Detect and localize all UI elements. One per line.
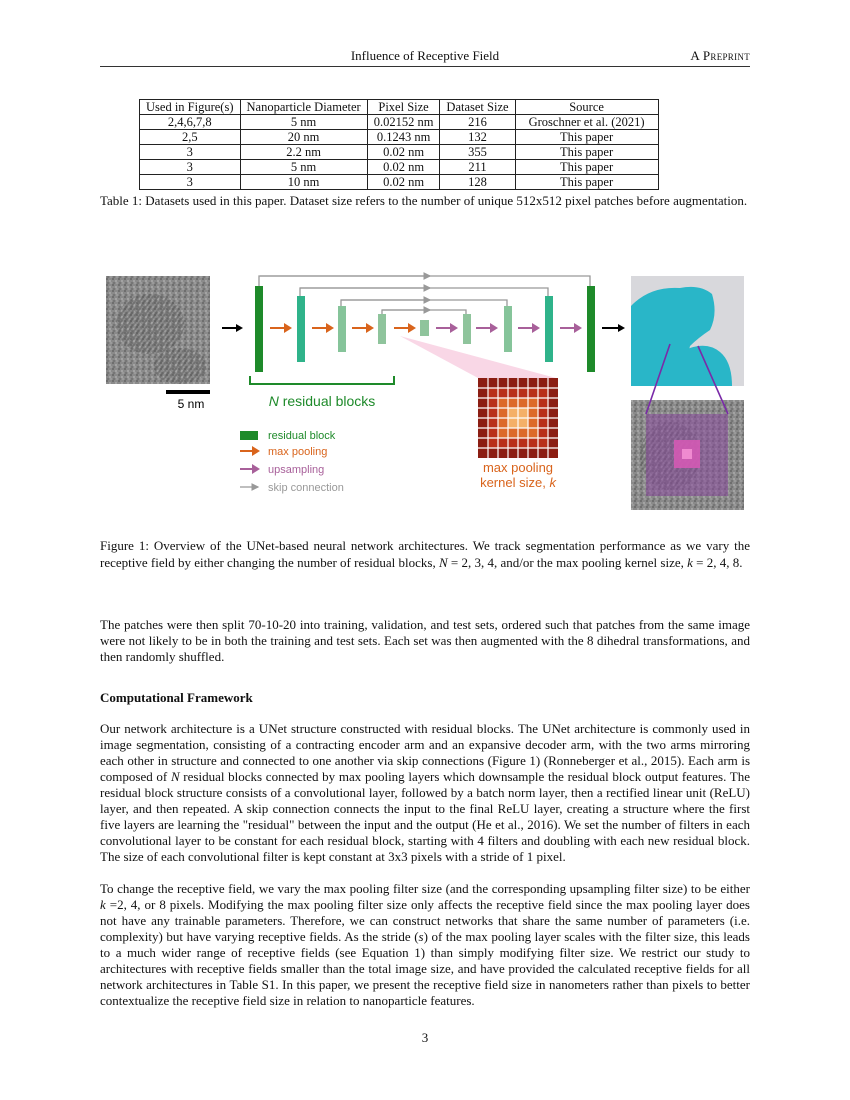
residual-block (463, 314, 471, 344)
paragraph-architecture (100, 721, 750, 865)
table-caption: Table 1: Datasets used in this paper. Dataset size refers to the number of unique 512x512 pixel patches before augmentation. (100, 193, 748, 208)
table-header-cell: Used in Figure(s) (140, 100, 241, 115)
kernel-label-line2 (480, 475, 557, 490)
running-header (100, 48, 750, 67)
table-header-cell: Dataset Size (440, 100, 515, 115)
paragraph-text: To change the receptive field, we vary the max pooling filter size (and the corresponding upsampling filter size) to be either (100, 881, 750, 896)
table-cell: 128 (440, 175, 515, 190)
residual-block (587, 286, 595, 372)
table-cell: 0.02152 nm (367, 115, 440, 130)
residual-block (255, 286, 263, 372)
table-cell: 0.02 nm (367, 175, 440, 190)
paragraph-text: residual blocks connected by max pooling layers which downsample the residual block output features. The residual block structure consists of a convolutional layer, followed by a batch norm layer, then a rectified linear unit (ReLU) layer, and then repeated. A skip connection connects the input to the final ReLU layer, creating a structure where the first five layers are learning the "residual" between the input and the output (He et al., 2016). We set the number of filters in each convolutional layer to be constant for each residual block, starting with 4 filters and doubling with each new residual block. The size of each convolutional filter is kept constant at 3x3 pixels with a stride of 1 pixel. (100, 769, 750, 864)
legend-maxpool-swatch (240, 446, 260, 456)
table-cell: 355 (440, 145, 515, 160)
paragraph-data-split: The patches were then split 70-10-20 into training, validation, and test sets, ordered such that patches from the same image were not likely to be in both the training and test sets. Each set was then augmented with the 8 dihedral transformations, and then randomly shuffled. (100, 617, 750, 664)
residual-blocks-brace (250, 376, 394, 384)
table-cell: 2,5 (140, 130, 241, 145)
legend-upsample-label: upsampling (268, 464, 325, 476)
header-title: Influence of Receptive Field (350, 48, 500, 63)
legend-residual-swatch (240, 431, 258, 440)
table-cell: 5 nm (240, 160, 367, 175)
paragraph-math-s: s (418, 929, 424, 944)
kernel-label-k: k (549, 475, 556, 490)
receptive-field-overlay (631, 400, 744, 510)
paragraph-text: =2, 4, or 8 pixels. Modifying the max pooling filter size only affects the receptive field since the max pooling layer does not have any trainable parameters. Therefore, we can construct networks that share the same number of parameters (i.e. complexity) but have varying receptive fields. As the stride ( (100, 897, 750, 944)
residual-block (297, 296, 305, 362)
table-header-cell: Pixel Size (367, 100, 440, 115)
kernel-zoom-wedge (400, 336, 556, 378)
figure-caption-n: N (438, 555, 448, 570)
paragraph-math-n: N (170, 769, 180, 784)
kernel-label-text: kernel size, (480, 475, 550, 490)
table-row (140, 160, 659, 175)
table-header-row (140, 100, 659, 115)
table-cell: This paper (515, 145, 658, 160)
table-row (140, 175, 659, 190)
paragraph-text: ) of the max pooling layer scales with the filter size, this leads to a much wider range of receptive fields (see Equation 1) than simply modifying filter size. We restrict our study to architectures with receptive fields smaller than the total image size, and have provided the calculated receptive fields for all network architectures in Table S1. In this paper, we present the receptive field size in nanometers rather than pixels to better contextualize the receptive field size in relation to nanoparticle features. (100, 929, 750, 1008)
legend-upsample-swatch (240, 464, 260, 474)
table-cell: 2.2 nm (240, 145, 367, 160)
output-segmentation-mask (631, 276, 744, 386)
table-header-cell: Nanoparticle Diameter (240, 100, 367, 115)
table-cell: 0.02 nm (367, 160, 440, 175)
table-cell: 5 nm (240, 115, 367, 130)
residual-blocks-label (269, 393, 376, 409)
table-cell: 0.02 nm (367, 145, 440, 160)
table-cell: 211 (440, 160, 515, 175)
table-cell: 10 nm (240, 175, 367, 190)
table-cell: 216 (440, 115, 515, 130)
table-cell: Groschner et al. (2021) (515, 115, 658, 130)
figure-caption-text: = 2, 4, 8. (692, 555, 743, 570)
scale-bar-label: 5 nm (177, 397, 205, 411)
figure-caption-text: = 2, 3, 4, and/or the max pooling kernel size, (447, 555, 688, 570)
page-number: 3 (421, 1030, 429, 1045)
input-arrowhead (236, 324, 243, 332)
table-row (140, 115, 659, 130)
legend-maxpool-label: max pooling (268, 446, 328, 458)
table-cell: 132 (440, 130, 515, 145)
table-cell: This paper (515, 160, 658, 175)
table-cell: This paper (515, 130, 658, 145)
table-row (140, 130, 659, 145)
output-arrowhead (618, 324, 625, 332)
table-cell: 0.1243 nm (367, 130, 440, 145)
legend (240, 430, 344, 494)
legend-residual-label: residual block (268, 430, 336, 442)
residual-block (504, 306, 512, 352)
table-cell: 3 (140, 175, 241, 190)
table-header-cell: Source (515, 100, 658, 115)
input-micrograph (106, 276, 210, 384)
paragraph-math-k: k (100, 897, 106, 912)
paragraph-receptive-field (100, 881, 750, 1009)
header-preprint-label: A Preprint (690, 48, 750, 63)
kernel-label-line1: max pooling (482, 460, 554, 475)
residual-block (338, 306, 346, 352)
unet-diagram-svg (100, 266, 750, 526)
residual-block (545, 296, 553, 362)
figure-caption-text: Figure 1: Overview of the UNet-based neural network architectures. We track segmentation performance as we vary the receptive field by either changing the number of residual blocks, (100, 538, 750, 570)
table-cell: 2,4,6,7,8 (140, 115, 241, 130)
scale-bar (166, 390, 210, 394)
section-title: Computational Framework (100, 690, 253, 705)
maxpool-kernel-grid (478, 378, 558, 458)
paragraph-text: Our network architecture is a UNet structure constructed with residual blocks. The UNet architecture is commonly used in image segmentation, consisting of a contracting encoder arm and an expansive decoder arm, with the two arms mirroring each other in structure and connected to one another via skip connections (Figure 1) (Ronneberger et al., 2015). Each arm is composed of (100, 721, 750, 784)
unet-figure (100, 266, 750, 526)
datasets-table (139, 99, 659, 190)
table-cell: 3 (140, 145, 241, 160)
residual-blocks-text: residual blocks (278, 393, 376, 409)
residual-blocks-n: N (268, 393, 279, 409)
skip-connections (259, 276, 590, 314)
table-cell: This paper (515, 175, 658, 190)
figure-caption-k: k (687, 555, 693, 570)
table-row (140, 145, 659, 160)
figure-caption (100, 537, 750, 571)
table-cell: 20 nm (240, 130, 367, 145)
residual-block (378, 314, 386, 344)
table-cell: 3 (140, 160, 241, 175)
legend-skip-label: skip connection (268, 482, 344, 494)
residual-block-bottleneck (420, 320, 429, 336)
